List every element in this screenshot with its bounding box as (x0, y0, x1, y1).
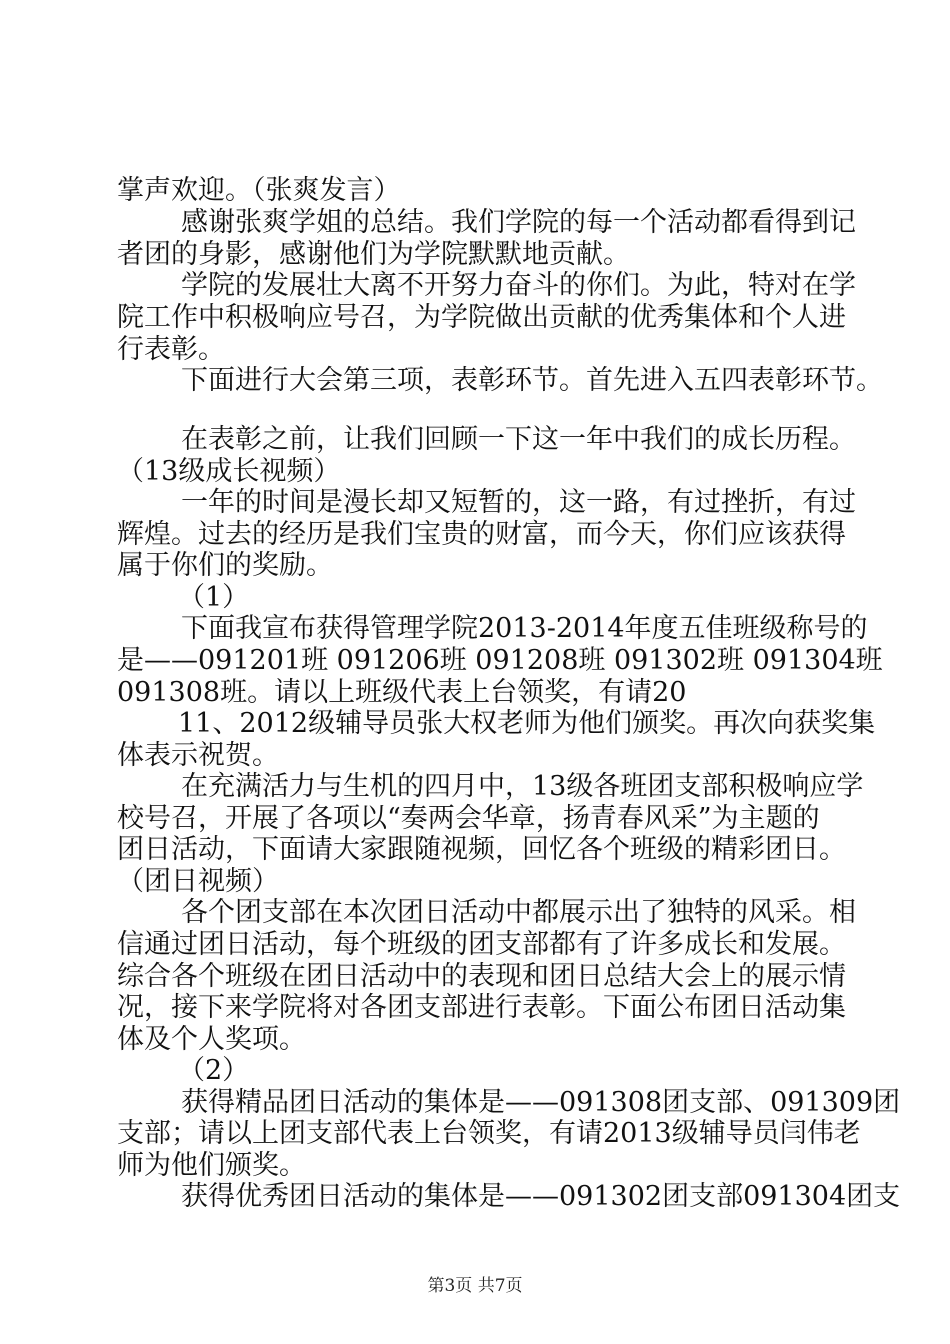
text-line: （1） (178, 582, 250, 613)
page-number-footer: 第3页 共7页 (427, 1276, 523, 1296)
text-line: 获得精品团日活动的集体是——091308团支部、091309团 (181, 1087, 901, 1118)
text-line: 掌声欢迎。（张爽发言） (117, 175, 401, 206)
text-line: 团日活动，下面请大家跟随视频，回忆各个班级的精彩团日。 (117, 834, 846, 865)
text-line: 各个团支部在本次团日活动中都展示出了独特的风采。相 (181, 897, 856, 928)
text-line: 11、2012级辅导员张大权老师为他们颁奖。再次向获奖集 (178, 708, 876, 739)
text-line: 辉煌。过去的经历是我们宝贵的财富，而今天，你们应该获得 (117, 519, 846, 550)
text-line: 一年的时间是漫长却又短暂的，这一路，有过挫折，有过 (181, 487, 856, 518)
text-line: （13级成长视频） (117, 456, 341, 487)
text-line: 支部；请以上团支部代表上台领奖，有请2013级辅导员闫伟老 (117, 1118, 861, 1149)
text-line: 师为他们颁奖。 (117, 1150, 306, 1181)
text-line: 校号召，开展了各项以“奏两会华章，扬青春风采”为主题的 (117, 803, 820, 834)
text-line: （团日视频） (117, 866, 279, 897)
text-line: 091308班。请以上班级代表上台领奖，有请20 (117, 677, 687, 708)
text-line: （2） (178, 1055, 250, 1086)
text-line: 属于你们的奖励。 (117, 550, 333, 581)
text-line: 行表彰。 (117, 334, 225, 365)
text-line: 在表彰之前，让我们回顾一下这一年中我们的成长历程。 (181, 424, 856, 455)
text-line: 信通过团日活动，每个班级的团支部都有了许多成长和发展。 (117, 929, 846, 960)
text-line: 体表示祝贺。 (117, 740, 279, 771)
text-line: 获得优秀团日活动的集体是——091302团支部091304团支 (181, 1181, 901, 1212)
text-line: 在充满活力与生机的四月中，13级各班团支部积极响应学 (181, 771, 864, 802)
text-line: 下面我宣布获得管理学院2013-2014年度五佳班级称号的 (181, 613, 868, 644)
text-line: 是——091201班 091206班 091208班 091302班 091304班 (117, 645, 883, 676)
text-line: 体及个人奖项。 (117, 1024, 306, 1055)
text-line: 者团的身影，感谢他们为学院默默地贡献。 (117, 239, 630, 270)
text-line: 综合各个班级在团日活动中的表现和团日总结大会上的展示情 (117, 961, 846, 992)
text-line: 下面进行大会第三项，表彰环节。首先进入五四表彰环节。 (181, 365, 883, 396)
text-line: 院工作中积极响应号召，为学院做出贡献的优秀集体和个人进 (117, 302, 846, 333)
text-line: 学院的发展壮大离不开努力奋斗的你们。为此，特对在学 (181, 270, 856, 301)
text-line: 况，接下来学院将对各团支部进行表彰。下面公布团日活动集 (117, 992, 846, 1023)
text-line: 感谢张爽学姐的总结。我们学院的每一个活动都看得到记 (181, 207, 856, 238)
